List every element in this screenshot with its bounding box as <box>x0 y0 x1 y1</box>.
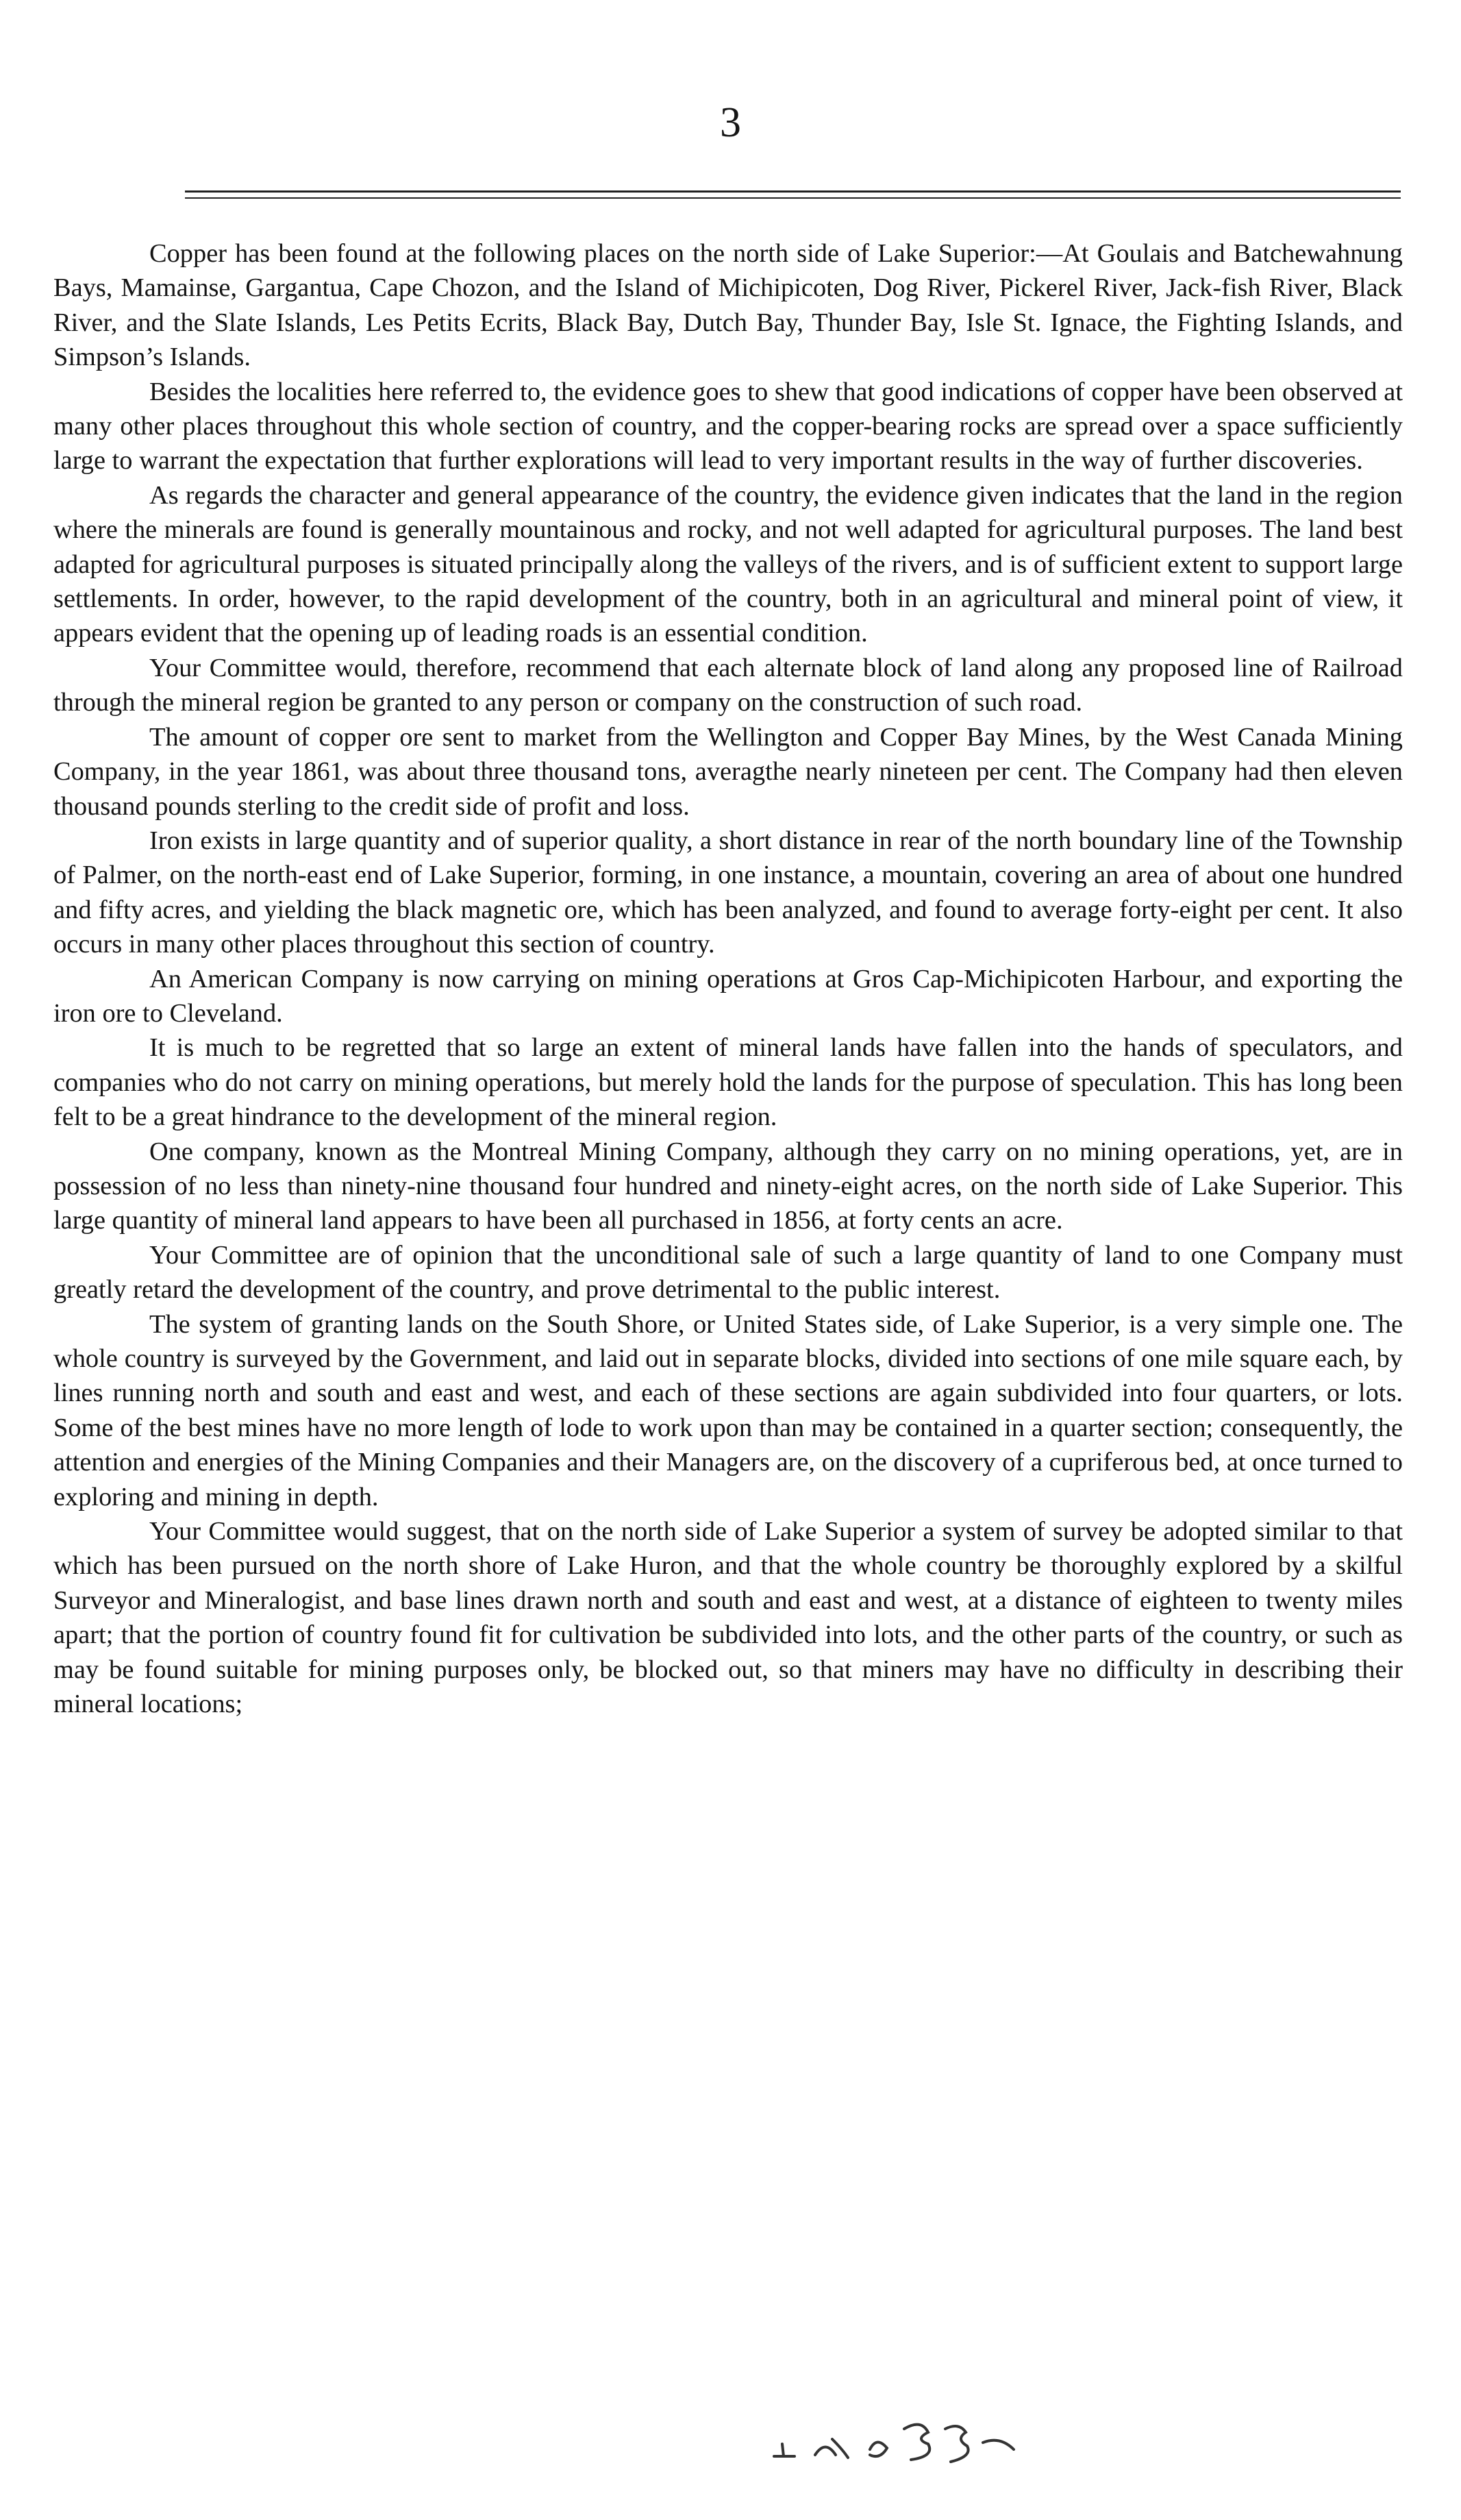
paragraph: Your Committee are of opinion that the unconditional sale of such a large quantity of land to one Company must greatly retard the development of the country, and prove detrimental to the public interest. <box>53 1240 1403 1305</box>
paragraph: Your Committee would, therefore, recommend that each alternate block of land along any proposed line of Railroad through the mineral region be granted to any person or company on the construction of such road. <box>53 653 1403 717</box>
header-rule-thin <box>185 197 1401 199</box>
paragraph: The system of granting lands on the South Shore, or United States side, of Lake Superior, is a very simple one. The whole country is surveyed by the Government, and laid out in separate blocks, divided into sections of one mile square each, by lines running north and south and east and west, and each of these sections are again subdivided into four quarters, or lots. Some of the best mines have no more length of lode to work upon than may be contained in a quarter section; consequently, the attention and energies of the Mining Companies and their Managers are, on the discovery of a cupriferous bed, at once turned to exploring and mining in depth. <box>53 1309 1403 1511</box>
paragraph: The amount of copper ore sent to market from the Wellington and Copper Bay Mines, by the West Canada Mining Company, in the year 1861, was about three thousand tons, averagthe nearly nineteen per cent. The Company had then eleven thousand pounds sterling to the credit side of profit and loss. <box>53 722 1403 821</box>
paragraph: Copper has been found at the following places on the north side of Lake Superior:—At Goulais and Batchewahnung Bays, Mamainse, Gargantua, Cape Chozon, and the Island of Michipicoten, Dog River, Pickerel River, Jack-fish River, Black River, and the Slate Islands, Les Petits Ecrits, Black Bay, Dutch Bay, Thunder Bay, Isle St. Ignace, the Fighting Islands, and Simpson’s Islands. <box>53 239 1403 372</box>
paragraph: As regards the character and general appearance of the country, the evidence given indicates that the land in the region where the minerals are found is generally mountainous and rocky, and not well adapted for agricultural purposes. The land best adapted for agricultural purposes is situated principally along the valleys of the rivers, and is of sufficient extent to support large settlements. In order, however, to the rapid development of the country, both in an agricultural and mineral point of view, it appears evident that the opening up of leading roads is an essential condition. <box>53 480 1403 648</box>
body-text <box>53 236 1403 1721</box>
header-rule <box>185 190 1401 193</box>
paragraph: Besides the localities here referred to, the evidence goes to shew that good indications of copper have been observed at many other places throughout this whole section of country, and the copper-bearing rocks are spread over a space sufficiently large to warrant the expectation that further explorations will lead to very important results in the way of further discoveries. <box>53 377 1403 475</box>
paragraph: It is much to be regretted that so large an extent of mineral lands have fallen into the hands of speculators, and companies who do not carry on mining operations, but merely hold the lands for the purpose of speculation. This has long been felt to be a great hindrance to the development of the mineral region. <box>53 1033 1403 1132</box>
paragraph: An American Company is now carrying on mining operations at Gros Cap-Michipicoten Harbour, and exporting the iron ore to Cleveland. <box>53 964 1403 1028</box>
handwritten-mark <box>767 2401 1027 2477</box>
paragraph: Iron exists in large quantity and of superior quality, a short distance in rear of the north boundary line of the Township of Palmer, on the north-east end of Lake Superior, forming, in one instance, a mountain, covering an area of about one hundred and fifty acres, and yielding the black magnetic ore, which has been analyzed, and found to average forty-eight per cent. It also occurs in many other places throughout this section of country. <box>53 826 1403 959</box>
page-number: 3 <box>720 99 741 146</box>
paragraph: Your Committee would suggest, that on the north side of Lake Superior a system of survey be adopted similar to that which has been pursued on the north shore of Lake Huron, and that the whole country be thoroughly explored by a skilful Surveyor and Mineralogist, and base lines drawn north and south and east and west, at a distance of eighteen to twenty miles apart; that the portion of country found fit for cultivation be subdivided into lots, and the other parts of the country, or such as may be found suitable for mining purposes only, be blocked out, so that miners may have no difficulty in describing their mineral locations; <box>53 1517 1403 1719</box>
paragraph: One company, known as the Montreal Mining Company, although they carry on no mining operations, yet, are in possession of no less than ninety-nine thousand four hundred and ninety-eight acres, on the north side of Lake Superior. This large quantity of mineral land appears to have been all purchased in 1856, at forty cents an acre. <box>53 1137 1403 1235</box>
